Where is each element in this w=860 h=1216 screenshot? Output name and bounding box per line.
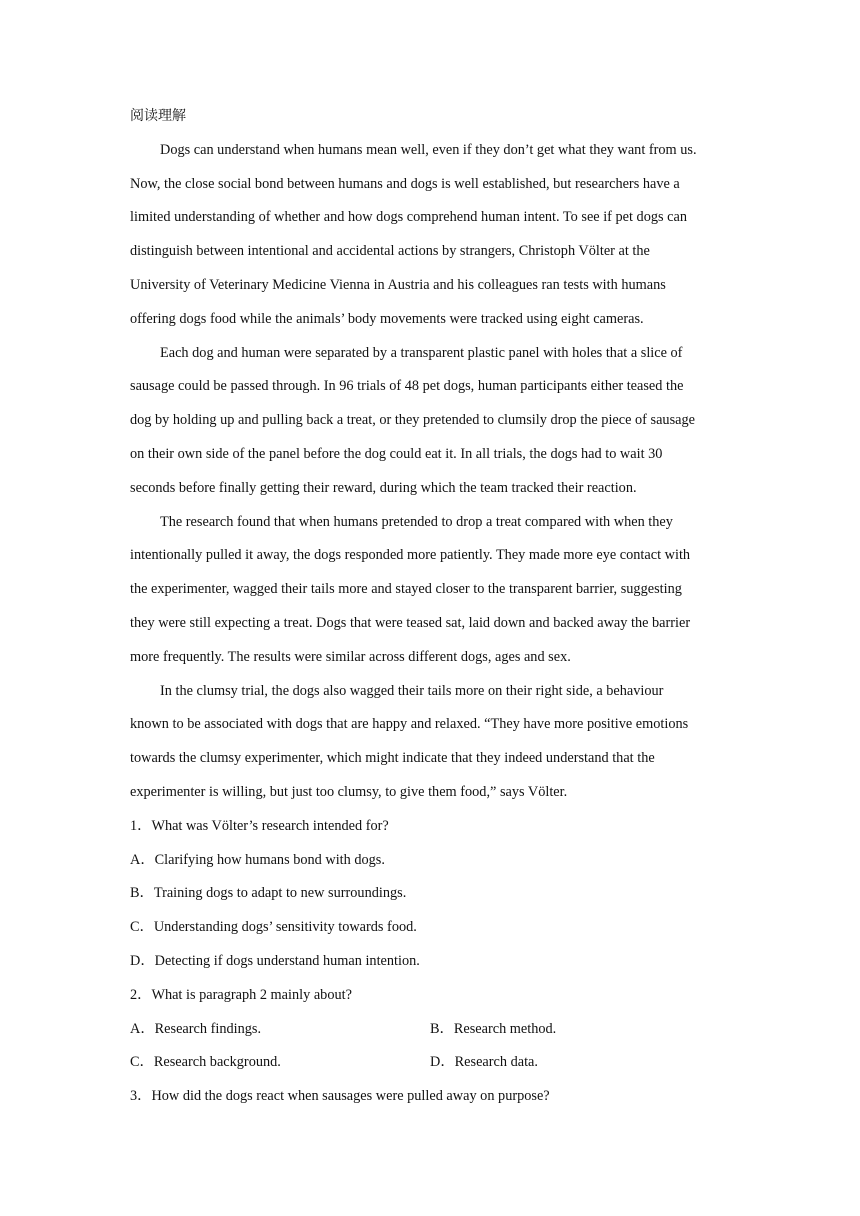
options-row xyxy=(130,1013,732,1047)
passage-line: the experimenter, wagged their tails more and stayed closer to the transparent barrier, suggesting xyxy=(130,581,682,598)
section-title: 阅读理解 xyxy=(130,108,186,124)
passage-line: In the clumsy trial, the dogs also wagged their tails more on their right side, a behaviour xyxy=(160,682,664,699)
option-d[interactable]: D．Research data. xyxy=(430,1054,538,1071)
option-c[interactable]: C．Research background. xyxy=(130,1054,281,1071)
passage-line: they were still expecting a treat. Dogs that were teased sat, laid down and backed away the barrier xyxy=(130,614,691,631)
question-stem: 2．What is paragraph 2 mainly about? xyxy=(130,986,352,1003)
passage-paragraph-1 xyxy=(130,134,732,337)
passage-line: seconds before finally getting their reward, during which the team tracked their reaction. xyxy=(130,479,637,496)
option-a[interactable]: A．Clarifying how humans bond with dogs. xyxy=(130,851,385,868)
passage xyxy=(130,134,732,810)
option-d[interactable]: D．Detecting if dogs understand human intention. xyxy=(130,952,420,969)
passage-line: sausage could be passed through. In 96 trials of 48 pet dogs, human participants either teased the xyxy=(130,378,684,395)
passage-line: dog by holding up and pulling back a treat, or they pretended to clumsily drop the piece of sausage xyxy=(130,412,695,429)
passage-line: Each dog and human were separated by a transparent plastic panel with holes that a slice of xyxy=(160,344,683,361)
option-c[interactable]: C．Understanding dogs’ sensitivity towards food. xyxy=(130,919,417,936)
passage-line: offering dogs food while the animals’ body movements were tracked using eight cameras. xyxy=(130,310,644,327)
passage-line: known to be associated with dogs that are happy and relaxed. “They have more positive emotions xyxy=(130,716,689,733)
document-page xyxy=(130,100,732,1114)
option-b[interactable]: B．Research method. xyxy=(430,1020,557,1037)
passage-paragraph-4 xyxy=(130,675,732,810)
passage-paragraph-2 xyxy=(130,337,732,506)
passage-line: University of Veterinary Medicine Vienna in Austria and his colleagues ran tests with humans xyxy=(130,276,666,293)
passage-line: experimenter is willing, but just too clumsy, to give them food,” says Völter. xyxy=(130,783,568,800)
option-b[interactable]: B．Training dogs to adapt to new surroundings. xyxy=(130,885,407,902)
passage-line: intentionally pulled it away, the dogs responded more patiently. They made more eye contact with xyxy=(130,547,691,564)
passage-paragraph-3 xyxy=(130,506,732,675)
options-row xyxy=(130,1046,732,1080)
question-stem: 3．How did the dogs react when sausages were pulled away on purpose? xyxy=(130,1088,550,1105)
question-2 xyxy=(130,979,732,1080)
passage-line: towards the clumsy experimenter, which might indicate that they indeed understand that the xyxy=(130,750,655,767)
question-1 xyxy=(130,810,732,979)
passage-line: on their own side of the panel before the dog could eat it. In all trials, the dogs had to wait 30 xyxy=(130,445,663,462)
option-a[interactable]: A．Research findings. xyxy=(130,1020,262,1037)
question-3 xyxy=(130,1080,732,1114)
question-stem: 1．What was Völter’s research intended for? xyxy=(130,817,389,834)
passage-line: limited understanding of whether and how dogs comprehend human intent. To see if pet dogs can xyxy=(130,209,687,226)
passage-line: The research found that when humans pretended to drop a treat compared with when they xyxy=(160,513,673,530)
passage-line: Dogs can understand when humans mean well, even if they don’t get what they want from us. xyxy=(160,141,697,158)
passage-line: Now, the close social bond between humans and dogs is well established, but researchers have a xyxy=(130,175,680,192)
passage-line: more frequently. The results were similar across different dogs, ages and sex. xyxy=(130,648,571,665)
passage-line: distinguish between intentional and accidental actions by strangers, Christoph Völter at the xyxy=(130,243,650,260)
